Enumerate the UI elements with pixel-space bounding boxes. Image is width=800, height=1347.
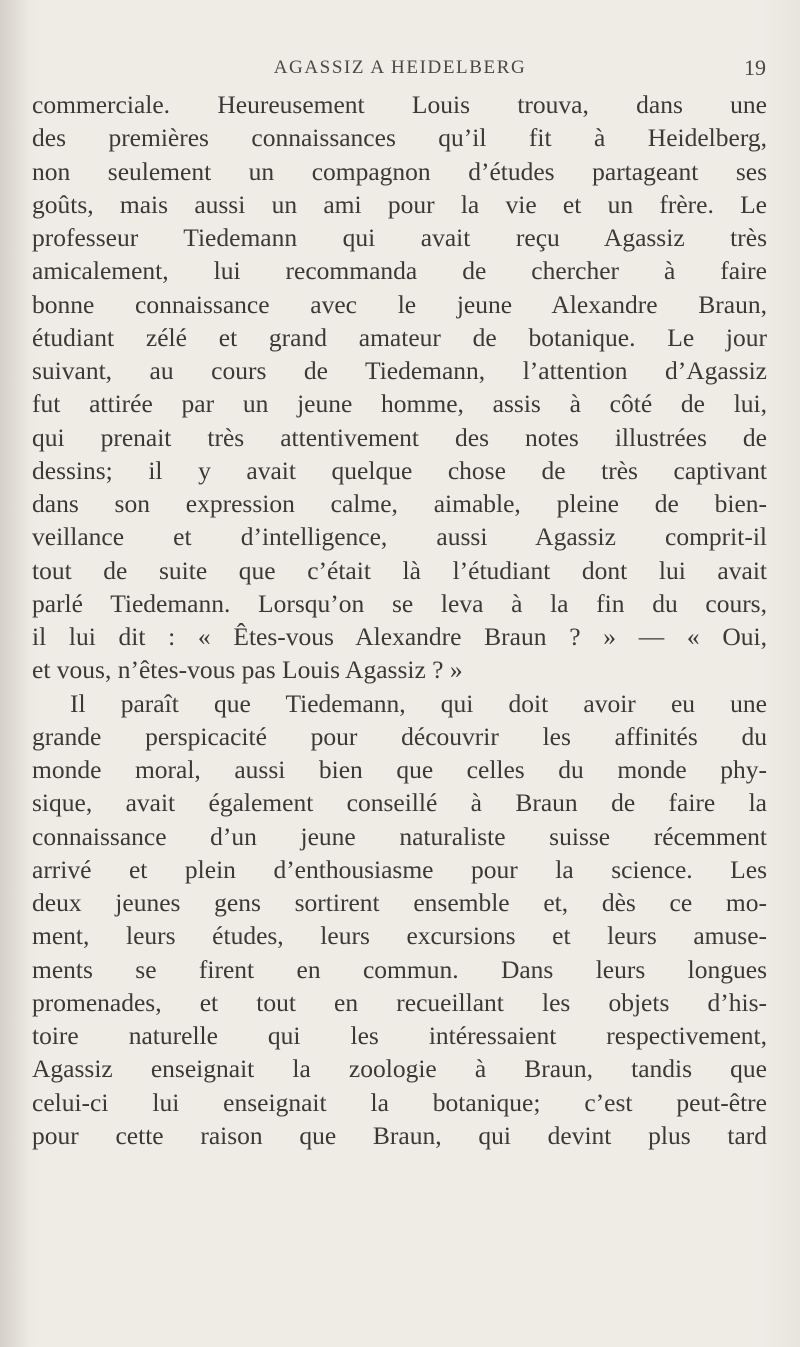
text-line: ment, leurs études, leurs excursions et leurs amuse-: [32, 921, 767, 951]
text-line: Agassiz enseignait la zoologie à Braun, tandis que: [32, 1054, 767, 1084]
text-line: professeur Tiedemann qui avait reçu Agassiz très: [32, 223, 767, 252]
paragraph-first-line: Il paraît que Tiedemann, qui doit avoir eu une: [70, 688, 767, 718]
text-line: des premières connaissances qu’il fit à Heidelberg,: [32, 123, 767, 153]
text-line: fut attirée par un jeune homme, assis à côté de lui,: [32, 389, 767, 419]
text-line: deux jeunes gens sortirent ensemble et, dès ce mo-: [32, 888, 767, 917]
text-line: amicalement, lui recommanda de chercher à faire: [32, 256, 767, 286]
page-gutter-shadow: [0, 0, 30, 1347]
text-line: grande perspicacité pour découvrir les affinités du: [32, 721, 767, 751]
text-line: non seulement un compagnon d’études partageant ses: [32, 156, 767, 186]
text-line: il lui dit : « Êtes-vous Alexandre Braun ? » — « Oui,: [32, 622, 767, 651]
text-line: goûts, mais aussi un ami pour la vie et un frère. Le: [32, 189, 767, 219]
text-line: toire naturelle qui les intéressaient respectivement,: [32, 1021, 767, 1050]
text-line: dans son expression calme, aimable, pleine de bien-: [32, 489, 767, 518]
text-line: suivant, au cours de Tiedemann, l’attention d’Agassiz: [32, 356, 767, 385]
text-line: connaissance d’un jeune naturaliste suisse récemment: [32, 821, 767, 851]
text-line: tout de suite que c’était là l’étudiant dont lui avait: [32, 555, 767, 585]
text-line: dessins; il y avait quelque chose de très captivant: [32, 455, 767, 485]
text-line: sique, avait également conseillé à Braun de faire la: [32, 788, 767, 818]
text-line: commerciale. Heureusement Louis trouva, dans une: [32, 90, 767, 119]
text-line: monde moral, aussi bien que celles du monde phy-: [32, 755, 767, 784]
text-line: parlé Tiedemann. Lorsqu’on se leva à la fin du cours,: [32, 588, 767, 618]
text-line: qui prenait très attentivement des notes illustrées de: [32, 422, 767, 452]
text-line: veillance et d’intelligence, aussi Agassiz comprit-il: [32, 522, 767, 552]
text-line: pour cette raison que Braun, qui devint plus tard: [32, 1120, 767, 1150]
running-head: [0, 55, 800, 85]
text-line: ments se firent en commun. Dans leurs longues: [32, 954, 767, 984]
text-line: et vous, n’êtes-vous pas Louis Agassiz ? »: [32, 655, 463, 685]
text-line: promenades, et tout en recueillant les objets d’his-: [32, 987, 767, 1017]
text-line: arrivé et plein d’enthousiasme pour la science. Les: [32, 854, 767, 884]
page-number: 19: [744, 55, 766, 80]
text-line: celui-ci lui enseignait la botanique; c’est peut-être: [32, 1087, 767, 1117]
text-line: bonne connaissance avec le jeune Alexandre Braun,: [32, 289, 767, 319]
body-text: [32, 88, 767, 1152]
running-title: AGASSIZ A HEIDELBERG: [273, 57, 527, 78]
text-line: étudiant zélé et grand amateur de botanique. Le jour: [32, 322, 767, 352]
